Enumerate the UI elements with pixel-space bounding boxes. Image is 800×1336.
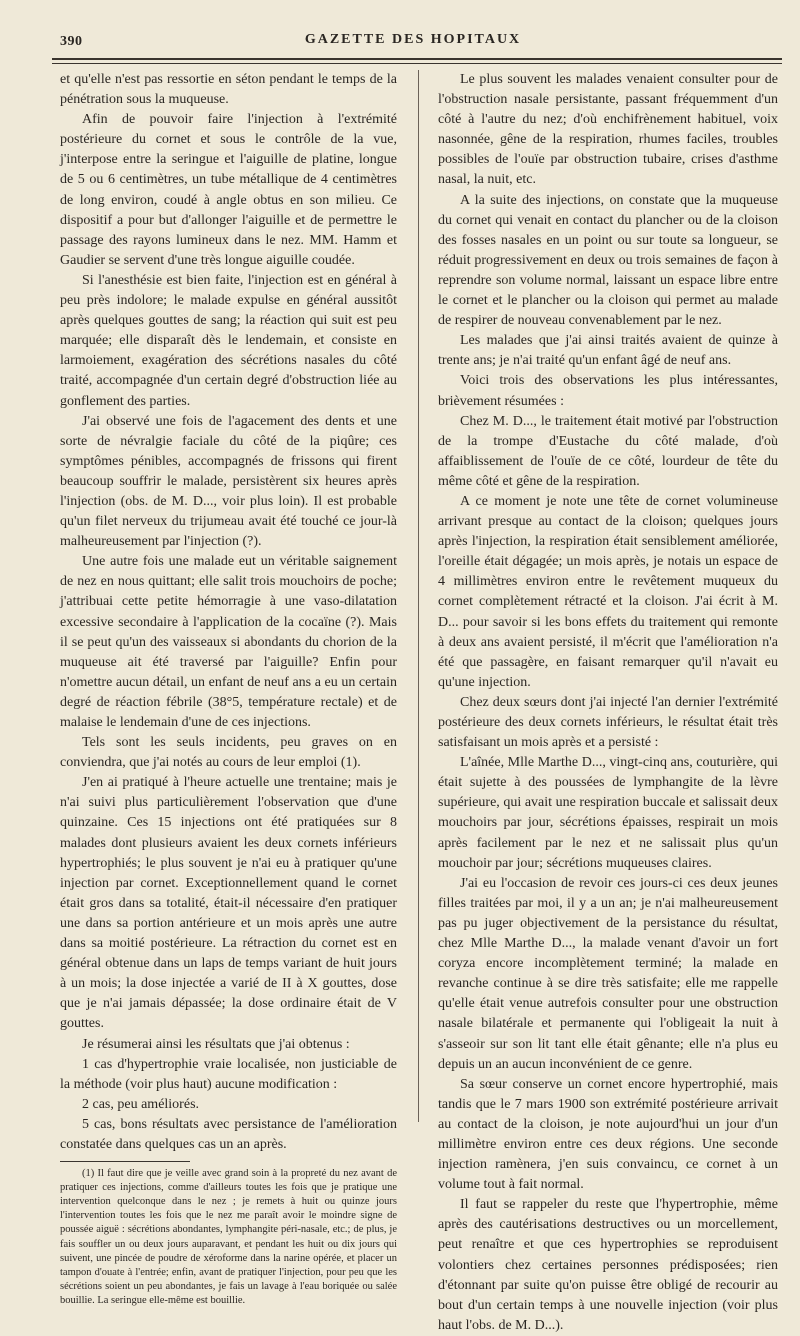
- left-paragraph: Tels sont les seuls incidents, peu graves on en conviendra, que j'ai notés au cours de leur emploi (1).: [60, 735, 397, 771]
- right-paragraph: Voici trois des observations les plus intéressantes, brièvement résumées :: [438, 373, 778, 409]
- footnote: (1) Il faut dire que je veille avec grand soin à la propreté du nez avant de pratiquer ces injections, comme d'ailleurs toutes les fois que je pratique une intervention quelconque dans le nez ; je remets à huit ou quinze jours l'intervention toutes les fois que le nez me paraît avoir le moindre signe de poussée aiguë : sécrétions abondantes, lymphangite péri-nasale, etc.; de plus, je fais souffler un ou deux jours auparavant, et pendant les huit ou dix jours qui suivent, une pincée de poudre de xéroforme dans la narine opérée, et placer un tampon d'ouate à l'entrée; enfin, avant de pratiquer l'injection, pour peu que les sécrétions soient un peu abondantes, je fais un lavage à l'eau boriquée ou salée bouillie. La seringue elle-même est bouillie.: [60, 1168, 397, 1306]
- left-paragraph: Si l'anesthésie est bien faite, l'injection est en général à peu près indolore; le malade expulse en général aussitôt après quelques gouttes de sang; la réaction qui suit est peu marquée; elle disparaît dès le lendemain, et consiste en larmoiement, exagération des sécrétions nasales du côté traité, accompagnée d'un certain degré d'obstruction liée au gonflement des parties.: [60, 272, 397, 409]
- right-paragraph: Les malades que j'ai ainsi traités avaient de quinze à trente ans; je n'ai traité qu'un enfant âgé de neuf ans.: [438, 333, 778, 369]
- page-header: [48, 28, 778, 58]
- column-divider: [418, 70, 419, 1122]
- right-column: [438, 70, 778, 1336]
- left-paragraph: et qu'elle n'est pas ressortie en séton pendant le temps de la pénétration sous la muqueuse.: [60, 72, 397, 108]
- left-paragraph: Afin de pouvoir faire l'injection à l'extrémité postérieure du cornet et sous le contrôle de la vue, j'interpose entre la seringue et l'aiguille de platine, longue de 5 ou 6 centimètres, un tube métallique de 4 centimètres de long environ, coudé à angle obtus en son milieu. Ce dispositif a pour but d'allonger l'aiguille et de permettre le passage des rayons lumineux dans le nez. MM. Hamm et Gaudier se servent d'une très longue aiguille coudée.: [60, 112, 397, 268]
- left-paragraph: 1 cas d'hypertrophie vraie localisée, non justiciable de la méthode (voir plus haut) aucune modification :: [60, 1056, 397, 1092]
- right-paragraph: Chez deux sœurs dont j'ai injecté l'an dernier l'extrémité postérieure des deux cornets inférieurs, le résultat était très satisfaisant un mois après et a persisté :: [438, 694, 778, 751]
- right-paragraph: Chez M. D..., le traitement était motivé par l'obstruction de la trompe d'Eustache du côté malade, d'où affaiblissement de l'ouïe de ce côté, lourdeur de tête du même côté et gêne de la respiration.: [438, 413, 778, 489]
- journal-title: GAZETTE DES HOPITAUX: [304, 32, 522, 47]
- left-paragraph: Je résumerai ainsi les résultats que j'ai obtenus :: [82, 1036, 350, 1052]
- right-paragraph: Le plus souvent les malades venaient consulter pour de l'obstruction nasale persistante, passant fréquemment d'un côté à l'autre du nez; d'où enchifrènement habituel, voix nasonnée, gêne de la respiration, rhumes faciles, troubles possibles de l'ouïe par obstruction tubaire, crises d'asthme nasal, la nuit, etc.: [438, 72, 778, 188]
- right-paragraph: A la suite des injections, on constate que la muqueuse du cornet qui venait en contact du plancher ou de la cloison des fosses nasales en un point ou sur toute sa longueur, se réduit progressivement en deux ou trois semaines de façon à reprendre son volume normal, laissant un espace libre entre le cornet et le plancher ou la cloison qui permet au malade de respirer de nouveau convenablement par le nez.: [438, 192, 778, 329]
- left-paragraph: Une autre fois une malade eut un véritable saignement de nez en nous quittant; elle salit trois mouchoirs de poche; j'attribuai cette petite hémorragie à une vaso-dilatation excessive secondaire à l'application de la cocaïne (?). Mais il se peut qu'un des vaisseaux si abondants du chorion de la muqueuse ait été traversé par l'aiguille? Enfin pour n'omettre aucun détail, un enfant de neuf ans a eu un certain degré de réaction fébrile (38°5, température rectale) et de malaise le lendemain d'une de ces injections.: [60, 554, 397, 730]
- left-paragraph: J'ai observé une fois de l'agacement des dents et une sorte de névralgie faciale du côté de la piqûre; ces symptômes pénibles, accompagnés de frissons qui firent beaucoup souffrir le malade, persistèrent six heures après l'injection (obs. de M. D..., voir plus loin). Il est probable qu'un filet nerveux du trijumeau avait été touché ce jour-là malheureusement par l'injection (?).: [60, 413, 397, 550]
- left-paragraph: 5 cas, bons résultats avec persistance de l'amélioration constatée dans quelques cas un an après.: [60, 1116, 397, 1152]
- right-paragraph: Il faut se rappeler du reste que l'hypertrophie, même après des cautérisations destructives ou un morcellement, peut renaître et que ces hypertrophies se reproduisent volontiers chez certaines personnes prédisposées; rien d'étonnant par suite qu'on puisse être obligé de recourir au bout d'un certain temps à une nouvelle injection (voir plus haut l'obs. de M. D...).: [438, 1197, 778, 1333]
- left-paragraph: J'en ai pratiqué à l'heure actuelle une trentaine; mais je n'ai suivi plus particulièrement l'observation que d'une quinzaine. Ces 15 injections ont été pratiquées sur 8 malades dont plusieurs avaient les deux cornets inférieurs hypertrophiés; le plus souvent je n'ai eu à pratiquer qu'une injection par cornet. Exceptionnellement quand le cornet était gros dans sa totalité, était-il nécessaire d'en pratiquer une dans sa portion antérieure et un mois après une autre dans sa moitié postérieure. La rétraction du cornet est en général obtenue dans un laps de temps variant de huit jours à un mois; la dose injectée a varié de II à X gouttes, dose que je n'ai jamais dépassée; la dose ordinaire était de V gouttes.: [60, 775, 397, 1032]
- right-paragraph: Sa sœur conserve un cornet encore hypertrophié, mais tandis que le 7 mars 1900 son extrémité postérieure arrivait au contact de la cloison, je note aujourd'hui un jour d'un millimètre environ entre ces deux régions. Une seconde injection ramènera, j'en suis convaincu, ce cornet à un volume tout à fait normal.: [438, 1076, 778, 1193]
- left-paragraph: 2 cas, peu améliorés.: [82, 1096, 200, 1112]
- right-paragraph: J'ai eu l'occasion de revoir ces jours-ci ces deux jeunes filles traitées par moi, il y a un an; je n'ai malheureusement pas pu juger objectivement de la persistance du résultat, chez Mlle Marthe D..., la malade venant d'avoir un fort coryza encore incomplètement terminé; la malade en revanche continue à se dire très satisfaite; elle me rappelle qu'elle était venue autrefois consulter pour une obstruction nasale bilatérale et permanente qui l'obligeait la nuit à s'asseoir sur son lit tant elle était gênante; elle n'a plus eu depuis un an aucun inconvénient de ce genre.: [438, 875, 778, 1072]
- page-number: 390: [60, 34, 83, 49]
- left-column: [60, 70, 397, 1308]
- right-paragraph: L'aînée, Mlle Marthe D..., vingt-cinq ans, couturière, qui était sujette à des poussées de lymphangite de la lèvre supérieure, qui avait une respiration buccale et salissait deux mouchoirs par jour, sécrétions épaisses, respirait un mois après facilement par le nez et ne salissait plus qu'un mouchoir par jour; sécrétions muqueuses claires.: [438, 755, 778, 871]
- header-rule: [52, 58, 782, 64]
- footnote-rule: [60, 1161, 190, 1162]
- right-paragraph: A ce moment je note une tête de cornet volumineuse arrivant presque au contact de la cloison; quelques jours après l'injection, la respiration était sensiblement améliorée, l'oreille était dégagée; un mois après, je notais un espace de 4 millimètres environ entre le revêtement muqueux du cornet complètement rétracté et la cloison. J'ai écrit à M. D... pour savoir si les bons effets du traitement qui remonte à deux ans avaient persisté, il m'écrit que l'amélioration n'a été que passagère, en faisant remarquer qu'il n'avait eu qu'une injection.: [438, 493, 778, 690]
